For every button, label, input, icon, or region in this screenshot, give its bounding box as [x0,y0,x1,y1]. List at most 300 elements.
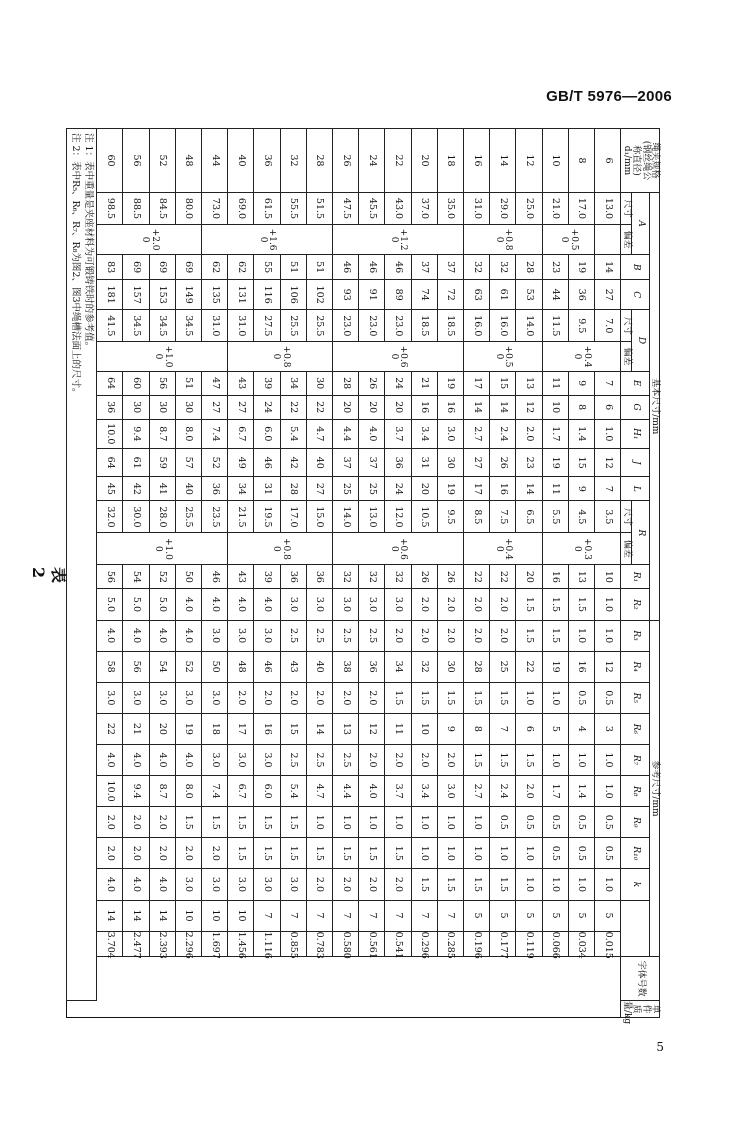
table-row [437,129,463,1018]
cell-k: 3.0 [202,869,228,900]
cell-mass: 0.561 [359,931,385,957]
table-row [228,129,254,1018]
cell-k: 3.0 [228,869,254,900]
cell-l: 19 [437,477,463,501]
cell-r9: 1.5 [280,807,306,838]
cell-r3: 1.5 [516,620,542,651]
cell-r3: 2.5 [333,620,359,651]
cell-mass: 1.116 [254,931,280,957]
cell-r10: 1.5 [333,838,359,869]
cell-e: 7 [595,371,621,395]
cell-font: 5 [595,900,621,931]
cell-j: 12 [595,448,621,476]
cell-e: 19 [437,371,463,395]
cell-h1: 2.0 [516,419,542,448]
cell-font: 14 [123,900,149,931]
cell-r6: 17 [228,713,254,744]
cell-j: 64 [97,448,123,476]
cell-r6: 10 [411,713,437,744]
cell-r6: 5 [542,713,568,744]
col-h1-header: H₁ [621,419,649,448]
cell-a: 61.5 [254,193,280,225]
cell-b: 32 [464,255,490,280]
cell-e: 26 [359,371,385,395]
cell-mass: 0.015 [595,931,621,957]
cell-d: 56 [123,129,149,193]
cell-k: 1.5 [490,869,516,900]
cell-a: 47.5 [333,193,359,225]
table-caption-text: 表 2 [29,567,68,584]
table-row [254,129,280,1018]
cell-k: 1.5 [464,869,490,900]
cell-mass: 0.855 [280,931,306,957]
table-row [175,129,201,1018]
tolerance-lower: 0 [389,546,400,552]
tolerance-upper: +0.4 [581,345,592,368]
col-j-header: J [621,448,649,476]
cell-r3: 4.0 [123,620,149,651]
col-k-header: k [621,869,649,900]
cell-b: 32 [490,255,516,280]
cell-j: 40 [306,448,332,476]
cell-d: 9.5 [568,310,594,342]
cell-r: 7.5 [490,501,516,533]
cell-j: 36 [385,448,411,476]
cell-h1: 3.7 [385,419,411,448]
cell-d: 18.5 [411,310,437,342]
cell-r3: 1.5 [542,620,568,651]
cell-r8: 2.0 [516,776,542,807]
cell-r5: 1.5 [437,682,463,713]
cell-e: 39 [254,371,280,395]
cell-k: 2.0 [333,869,359,900]
cell-r5: 2.0 [333,682,359,713]
cell-r7: 4.0 [175,744,201,775]
cell-r8: 1.4 [568,776,594,807]
cell-e: 13 [516,371,542,395]
cell-l: 25 [333,477,359,501]
cell-r10: 2.0 [97,838,123,869]
cell-b: 14 [595,255,621,280]
cell-r4: 12 [595,651,621,682]
cell-e: 60 [123,371,149,395]
cell-r2: 1.5 [568,589,594,620]
cell-d: 44 [202,129,228,193]
col-b-header: B [621,255,649,280]
tolerance-lower: 0 [153,353,164,360]
cell-r2: 1.5 [516,589,542,620]
cell-r: 8.5 [464,501,490,533]
cell-r7: 1.0 [568,744,594,775]
cell-k: 3.0 [280,869,306,900]
tolerance-cell-r [333,533,464,565]
cell-r5: 3.0 [202,682,228,713]
cell-h1: 2.4 [490,419,516,448]
tolerance-upper: +1.6 [267,228,278,251]
cell-b: 69 [175,255,201,280]
cell-j: 19 [542,448,568,476]
cell-g: 30 [123,395,149,419]
col-r9-header: R₉ [621,807,649,838]
cell-r2: 2.0 [437,589,463,620]
cell-d: 24 [359,129,385,193]
cell-r4: 54 [149,651,175,682]
col-r3-header: R₃ [621,620,649,651]
cell-r5: 1.5 [490,682,516,713]
tolerance-upper: +1.0 [162,537,173,560]
cell-r3: 3.0 [228,620,254,651]
cell-d: 10 [542,129,568,193]
cell-r7: 1.5 [490,744,516,775]
cell-r1: 32 [333,565,359,589]
cell-j: 37 [359,448,385,476]
cell-k: 1.0 [542,869,568,900]
cell-j: 27 [464,448,490,476]
cell-font: 7 [359,900,385,931]
col-d-dim-header: 尺寸 [621,310,631,342]
cell-r2: 2.0 [411,589,437,620]
cell-r10: 1.0 [464,838,490,869]
cell-r1: 10 [595,565,621,589]
cell-a: 51.5 [306,193,332,225]
cell-r3: 2.0 [464,620,490,651]
cell-l: 11 [542,477,568,501]
cell-r1: 56 [97,565,123,589]
cell-g: 36 [97,395,123,419]
tolerance-cell-a [97,225,202,255]
table-frame [70,128,660,1025]
cell-h1: 6.0 [254,419,280,448]
cell-k: 1.0 [516,869,542,900]
table-body [97,129,621,1018]
cell-c: 93 [333,280,359,310]
cell-r2: 4.0 [202,589,228,620]
cell-r4: 58 [97,651,123,682]
cell-c: 102 [306,280,332,310]
cell-r3: 2.0 [385,620,411,651]
cell-l: 7 [595,477,621,501]
col-e-header: E [621,371,649,395]
cell-r8: 5.4 [280,776,306,807]
cell-r1: 26 [437,565,463,589]
cell-r9: 0.5 [516,807,542,838]
cell-r7: 4.0 [97,744,123,775]
cell-d: 48 [175,129,201,193]
col-r-tol-header: 偏差 [621,533,631,565]
cell-b: 51 [280,255,306,280]
cell-r10: 1.5 [385,838,411,869]
cell-r10: 0.5 [542,838,568,869]
cell-g: 20 [333,395,359,419]
cell-r8: 3.7 [385,776,411,807]
cell-r9: 0.5 [595,807,621,838]
cell-l: 28 [280,477,306,501]
cell-r6: 20 [149,713,175,744]
cell-r: 19.5 [254,501,280,533]
cell-r1: 32 [385,565,411,589]
cell-r6: 9 [437,713,463,744]
cell-h1: 7.4 [202,419,228,448]
cell-r8: 4.0 [359,776,385,807]
cell-r9: 1.0 [411,807,437,838]
cell-r1: 52 [149,565,175,589]
cell-r7: 3.0 [228,744,254,775]
cell-d: 11.5 [542,310,568,342]
cell-e: 47 [202,371,228,395]
cell-r1: 22 [490,565,516,589]
table-row [490,129,516,1018]
cell-r8: 9.4 [123,776,149,807]
cell-font: 5 [568,900,594,931]
tolerance-upper: +0.5 [568,228,579,251]
cell-r9: 0.5 [542,807,568,838]
cell-l: 31 [254,477,280,501]
cell-a: 37.0 [411,193,437,225]
specification-table [66,128,660,1025]
cell-r8: 7.4 [202,776,228,807]
cell-r4: 56 [123,651,149,682]
cell-r9: 1.0 [464,807,490,838]
cell-e: 24 [385,371,411,395]
cell-r7: 2.5 [333,744,359,775]
cell-d: 7.0 [595,310,621,342]
cell-d: 34.5 [175,310,201,342]
cell-r6: 7 [490,713,516,744]
cell-r2: 2.0 [464,589,490,620]
cell-d: 23.0 [333,310,359,342]
cell-r4: 16 [568,651,594,682]
cell-g: 30 [175,395,201,419]
cell-r9: 2.0 [123,807,149,838]
cell-r3: 3.0 [202,620,228,651]
cell-r9: 2.0 [97,807,123,838]
cell-h1: 2.7 [464,419,490,448]
cell-r5: 2.0 [228,682,254,713]
cell-d: 14 [490,129,516,193]
cell-r4: 22 [516,651,542,682]
cell-g: 16 [411,395,437,419]
cell-r7: 2.0 [411,744,437,775]
cell-mass: 0.066 [542,931,568,957]
cell-a: 13.0 [595,193,621,225]
cell-r6: 21 [123,713,149,744]
cell-r6: 6 [516,713,542,744]
cell-r3: 4.0 [149,620,175,651]
cell-r: 21.5 [228,501,254,533]
cell-d: 8 [568,129,594,193]
cell-r6: 3 [595,713,621,744]
cell-d: 25.5 [280,310,306,342]
table-caption [29,560,68,590]
cell-r8: 6.7 [228,776,254,807]
cell-r6: 11 [385,713,411,744]
table-row [595,129,621,1018]
cell-r8: 10.0 [97,776,123,807]
cell-d: 18.5 [437,310,463,342]
cell-r9: 1.0 [359,807,385,838]
cell-k: 3.0 [175,869,201,900]
table-row [280,129,306,1018]
cell-font: 7 [333,900,359,931]
cell-r1: 16 [542,565,568,589]
cell-r2: 4.0 [175,589,201,620]
tolerance-cell-d [333,342,464,371]
cell-k: 1.0 [568,869,594,900]
cell-r8: 8.7 [149,776,175,807]
cell-mass: 0.034 [568,931,594,957]
cell-h1: 3.4 [411,419,437,448]
cell-font: 5 [516,900,542,931]
cell-l: 34 [228,477,254,501]
cell-r7: 1.0 [595,744,621,775]
cell-r1: 26 [411,565,437,589]
cell-r1: 22 [464,565,490,589]
reference-dimensions-header: 参考尺寸/mm [649,620,659,957]
col-r1-header: R₁ [621,565,649,589]
cell-d: 14.0 [516,310,542,342]
cell-d: 16.0 [464,310,490,342]
table-row [385,129,411,1018]
cell-mass: 0.783 [306,931,332,957]
cell-h1: 4.0 [359,419,385,448]
cell-k: 1.5 [437,869,463,900]
cell-b: 37 [437,255,463,280]
size-header-line: 称直径) [631,145,642,176]
tolerance-lower: 0 [389,353,400,360]
cell-l: 24 [385,477,411,501]
cell-r2: 3.0 [385,589,411,620]
cell-d: 16 [464,129,490,193]
col-r4-header: R₄ [621,651,649,682]
cell-g: 22 [280,395,306,419]
cell-c: 44 [542,280,568,310]
standard-number: GB/T 5976—2006 [546,88,672,105]
cell-r10: 1.5 [254,838,280,869]
table-row [411,129,437,1018]
col-r-dim-header: 尺寸 [621,501,631,533]
cell-d: 12 [516,129,542,193]
cell-j: 52 [202,448,228,476]
tolerance-lower: 0 [271,353,282,360]
size-header-line: (钢丝绳公 [640,140,651,181]
cell-mass: 0.296 [411,931,437,957]
tolerance-cell-r [97,533,228,565]
cell-d: 27.5 [254,310,280,342]
cell-l: 25 [359,477,385,501]
cell-d: 23.0 [359,310,385,342]
cell-r6: 19 [175,713,201,744]
cell-k: 4.0 [97,869,123,900]
cell-r10: 1.0 [411,838,437,869]
cell-a: 88.5 [123,193,149,225]
col-r8-header: R₈ [621,776,649,807]
cell-g: 16 [437,395,463,419]
cell-e: 21 [411,371,437,395]
cell-e: 43 [228,371,254,395]
cell-r10: 1.5 [306,838,332,869]
cell-k: 4.0 [149,869,175,900]
cell-a: 31.0 [464,193,490,225]
cell-r9: 1.5 [175,807,201,838]
cell-r5: 0.5 [595,682,621,713]
cell-mass: 1.697 [202,931,228,957]
cell-font: 7 [437,900,463,931]
cell-r4: 34 [385,651,411,682]
tolerance-lower: 0 [389,236,400,243]
col-l-header: L [621,477,649,501]
cell-d: 34.5 [123,310,149,342]
table-row [359,129,385,1018]
cell-l: 45 [97,477,123,501]
cell-h1: 1.4 [568,419,594,448]
cell-r9: 1.0 [437,807,463,838]
cell-b: 28 [516,255,542,280]
cell-r4: 28 [464,651,490,682]
cell-l: 36 [202,477,228,501]
cell-mass: 2.393 [149,931,175,957]
cell-r10: 2.0 [149,838,175,869]
cell-r: 25.5 [175,501,201,533]
cell-r10: 2.0 [175,838,201,869]
table-row [306,129,332,1018]
cell-mass: 2.296 [175,931,201,957]
cell-r1: 20 [516,565,542,589]
cell-r6: 22 [97,713,123,744]
cell-mass: 0.541 [385,931,411,957]
cell-c: 157 [123,280,149,310]
cell-r: 10.5 [411,501,437,533]
cell-r7: 4.0 [149,744,175,775]
cell-d: 31.0 [202,310,228,342]
cell-r: 13.0 [359,501,385,533]
cell-e: 30 [306,371,332,395]
cell-d: 20 [411,129,437,193]
cell-e: 17 [464,371,490,395]
col-c-header: C [621,280,649,310]
cell-r7: 3.0 [254,744,280,775]
cell-a: 43.0 [385,193,411,225]
cell-j: 23 [516,448,542,476]
cell-l: 16 [490,477,516,501]
cell-r7: 2.0 [437,744,463,775]
cell-c: 89 [385,280,411,310]
cell-r: 32.0 [97,501,123,533]
cell-r9: 2.0 [149,807,175,838]
col-d-tol-header: 偏差 [621,342,631,371]
cell-r4: 46 [254,651,280,682]
cell-r6: 16 [254,713,280,744]
cell-c: 116 [254,280,280,310]
cell-e: 15 [490,371,516,395]
cell-r2: 5.0 [123,589,149,620]
cell-r: 17.0 [280,501,306,533]
cell-h1: 1.0 [595,419,621,448]
cell-r7: 2.5 [280,744,306,775]
tolerance-cell-r [228,533,333,565]
cell-c: 149 [175,280,201,310]
tolerance-lower: 0 [493,546,504,552]
cell-l: 20 [411,477,437,501]
col-a-dim-header: 尺寸 [621,193,631,225]
cell-b: 51 [306,255,332,280]
cell-r8: 1.7 [542,776,568,807]
tolerance-cell-a [542,225,594,255]
cell-j: 31 [411,448,437,476]
cell-b: 55 [254,255,280,280]
cell-r1: 43 [228,565,254,589]
tolerance-lower: 0 [140,236,151,243]
tolerance-upper: +0.6 [398,345,409,368]
